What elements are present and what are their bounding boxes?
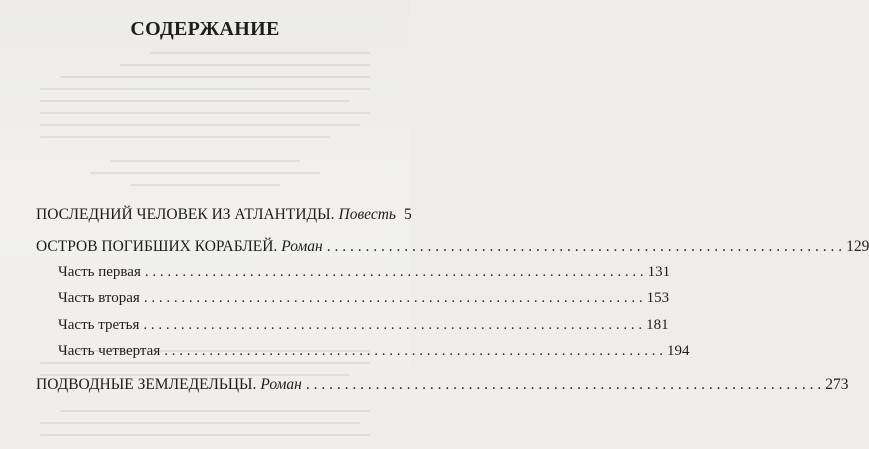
toc-entry-name: ПОДВОДНЫЕ ЗЕМЛЕДЕЛЬЦЫ. [36,376,257,393]
toc-subentry [58,343,690,360]
bleed-through-line [40,88,370,90]
toc-entry-genre: Повесть [338,206,396,223]
toc-page-number: 153 [646,290,670,306]
toc-entry-genre: Роман [260,376,302,393]
toc-entry [36,238,869,256]
toc-entry-name: Часть вторая [58,290,140,306]
bleed-through-line [60,410,370,412]
bleed-through-line [40,422,360,424]
bleed-through-line [40,100,350,102]
toc-entry-name: Часть четвертая [58,343,161,359]
toc-entry-name: Часть первая [58,264,141,280]
toc-subentry [58,317,669,334]
bleed-through-line [130,184,280,186]
bleed-through-line [40,362,370,364]
toc-subentry [58,264,671,281]
toc-leader-dots [327,238,842,256]
toc-leader-dots [306,376,821,394]
bleed-through-line [90,172,320,174]
bleed-through-line [40,136,330,138]
toc-page-number: 273 [825,376,849,393]
toc-page-number: 5 [403,206,412,223]
toc-entry-name: Часть третья [58,317,140,333]
toc-page-number: 129 [846,238,869,255]
bleed-through-line [120,64,370,66]
toc-leader-dots [145,264,644,281]
toc-entry-name: ПОСЛЕДНИЙ ЧЕЛОВЕК ИЗ АТЛАНТИДЫ. [36,206,335,223]
page-title: СОДЕРЖАНИЕ [130,18,280,40]
toc-entry-genre: Роман [281,238,323,255]
bleed-through-line [110,160,300,162]
bleed-through-line [150,52,370,54]
toc-page-number: 194 [666,343,690,359]
toc-entry [36,206,412,224]
toc-leader-dots [144,290,643,307]
bleed-through-line [60,76,370,78]
bleed-through-line [40,124,360,126]
toc-page-number: 181 [646,317,669,333]
toc-leader-dots [143,317,642,334]
bleed-through-line [40,434,370,436]
toc-entry-name: ОСТРОВ ПОГИБШИХ КОРАБЛЕЙ. [36,238,278,255]
toc-page-number: 131 [647,264,671,280]
bleed-through-line [40,112,370,114]
toc-entry [36,376,849,394]
toc-subentry [58,290,670,307]
toc-leader-dots [164,343,663,360]
